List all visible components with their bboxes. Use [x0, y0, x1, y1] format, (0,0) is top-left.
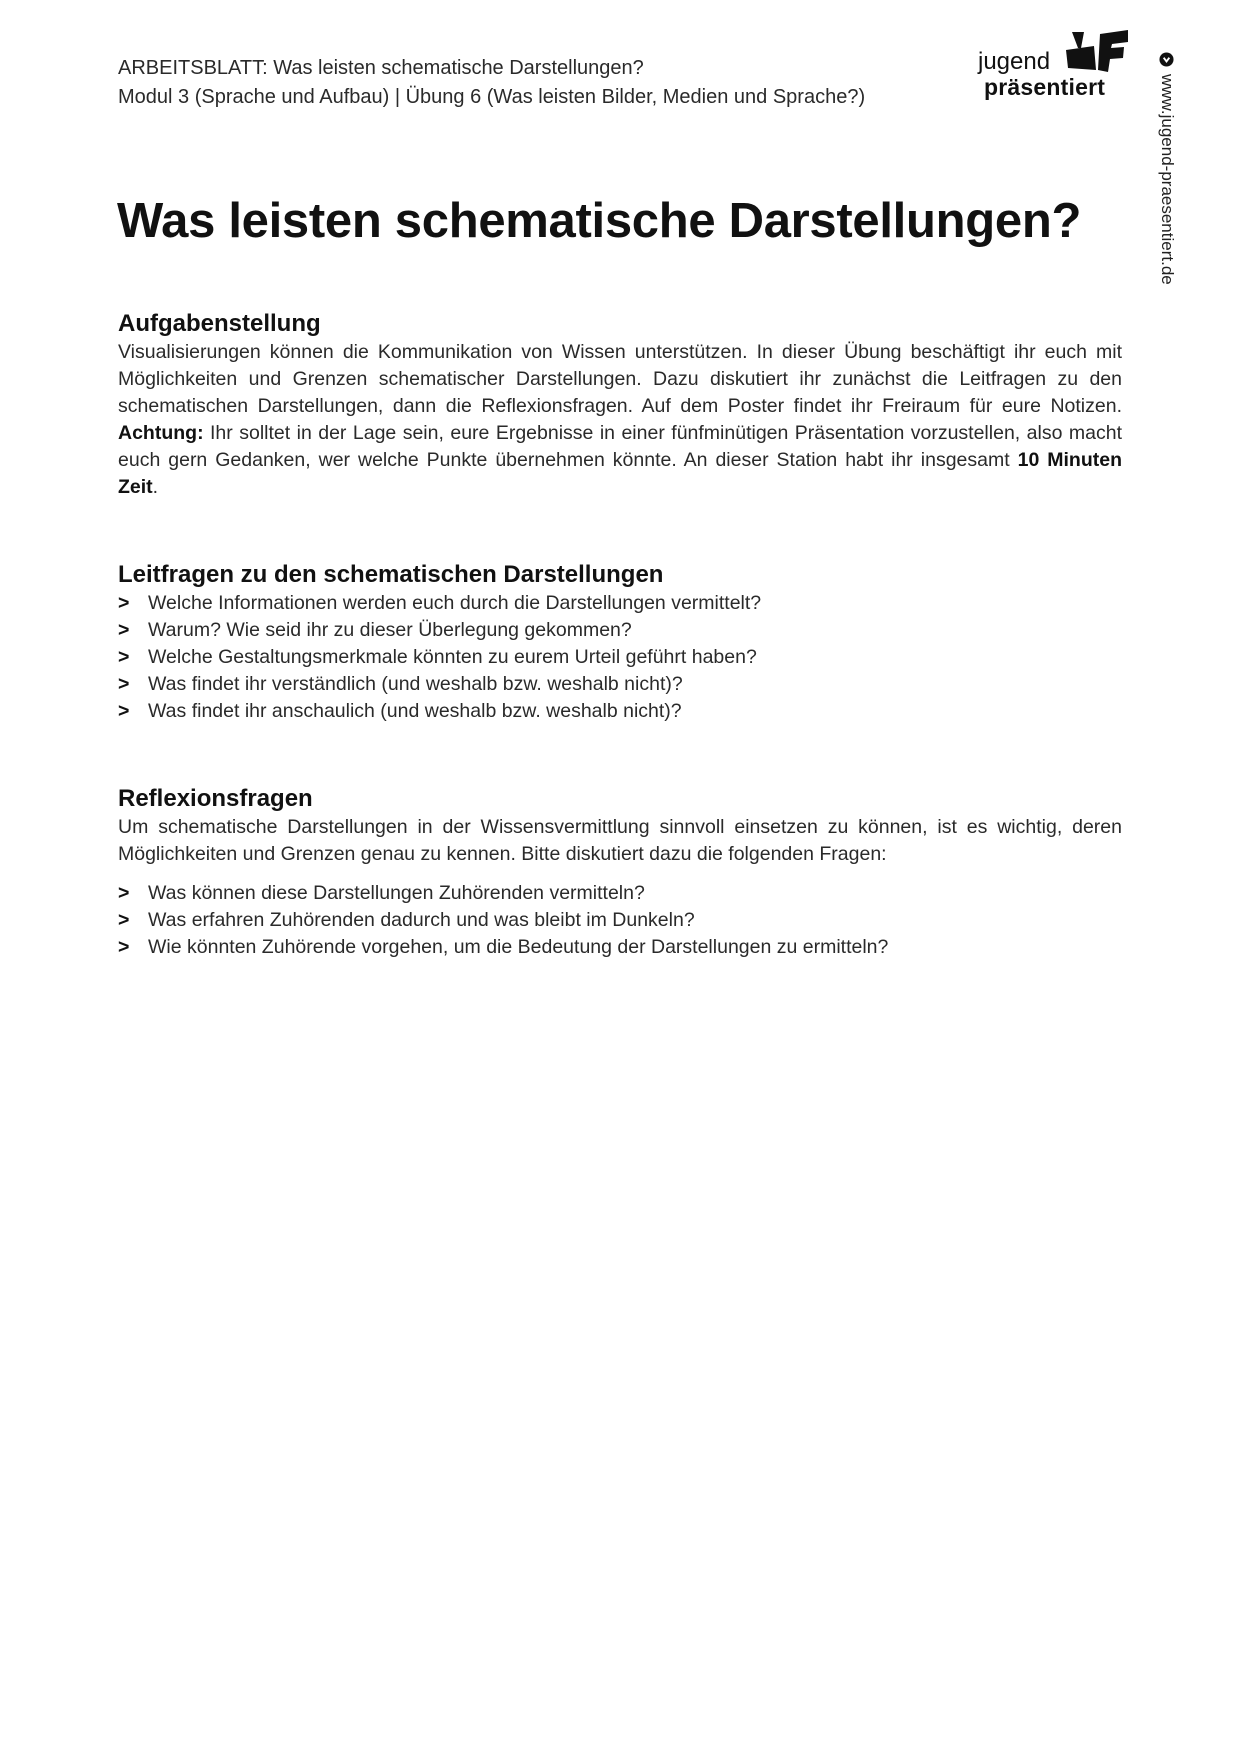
leitfragen-list — [118, 590, 1122, 725]
list-item-text: Was findet ihr verständlich (und weshalb bzw. weshalb nicht)? — [148, 673, 683, 695]
attention-label: Achtung: — [118, 422, 204, 444]
logo-word-jugend: jugend — [978, 48, 1051, 75]
section-heading-leitfragen: Leitfragen zu den schematischen Darstellungen — [118, 561, 664, 588]
list-item — [118, 880, 1122, 907]
list-item — [118, 644, 1122, 671]
reflexion-list — [118, 880, 1122, 961]
list-item — [118, 590, 1122, 617]
list-item — [118, 907, 1122, 934]
logo-word-praesentiert: präsentiert — [984, 74, 1106, 100]
bullet-arrow-icon: > — [118, 673, 130, 695]
time-limit: 10 Minuten Zeit — [118, 449, 1122, 498]
side-url — [1152, 52, 1182, 285]
page-title: Was leisten schematische Darstellungen? — [117, 194, 1082, 248]
reflexion-intro: Um schematische Darstellungen in der Wissensvermittlung sinnvoll einsetzen zu können, ist es wichtig, deren Möglichkeiten und Grenzen genau zu kennen. Bitte diskutiert dazu die folgenden Fragen: — [118, 816, 1122, 865]
list-item-text: Was können diese Darstellungen Zuhörenden vermitteln? — [148, 882, 645, 904]
list-item — [118, 698, 1122, 725]
section-leitfragen — [118, 560, 1122, 725]
side-url-text: www.jugend-praesentiert.de — [1158, 74, 1177, 285]
header-line-2: Modul 3 (Sprache und Aufbau) | Übung 6 (Was leisten Bilder, Medien und Sprache?) — [118, 86, 866, 108]
document-header — [118, 54, 865, 112]
bullet-arrow-icon: > — [118, 700, 130, 722]
bullet-arrow-icon: > — [118, 646, 130, 668]
section-heading-reflexionsfragen: Reflexionsfragen — [118, 785, 313, 812]
jugend-praesentiert-logo — [972, 30, 1132, 102]
list-item-text: Was findet ihr anschaulich (und weshalb bzw. weshalb nicht)? — [148, 700, 682, 722]
header-line-1: ARBEITSBLATT: Was leisten schematische Darstellungen? — [118, 57, 644, 79]
list-item — [118, 934, 1122, 961]
list-item-text: Was erfahren Zuhörenden dadurch und was bleibt im Dunkeln? — [148, 909, 695, 931]
bullet-arrow-icon: > — [118, 909, 130, 931]
aufgabe-text — [118, 339, 1122, 501]
list-item — [118, 671, 1122, 698]
section-aufgabenstellung — [118, 309, 1122, 501]
aufgabe-text-2: Ihr solltet in der Lage sein, eure Ergebnisse in einer fünfminütigen Präsentation vorzustellen, also macht euch gern Gedanken, wer welche Punkte übernehmen könnte. An dieser Station habt ihr insgesamt — [118, 422, 1122, 471]
aufgabe-text-end: . — [152, 476, 159, 498]
list-item-text: Welche Gestaltungsmerkmale könnten zu eurem Urteil geführt haben? — [148, 646, 757, 668]
bullet-arrow-icon: > — [118, 592, 130, 614]
bullet-arrow-icon: > — [118, 936, 130, 958]
bullet-arrow-icon: > — [118, 882, 130, 904]
aufgabe-text-1: Visualisierungen können die Kommunikation von Wissen unterstützen. In dieser Übung beschäftigt ihr euch mit Möglichkeiten und Grenzen schematischer Darstellungen. Dazu diskutiert ihr zunächst die Leitfragen zu den schematischen Darstellungen, dann die Reflexionsfragen. Auf dem Poster findet ihr Freiraum für eure Notizen. — [118, 341, 1122, 417]
list-item-text: Welche Informationen werden euch durch die Darstellungen vermittelt? — [148, 592, 762, 614]
list-item — [118, 617, 1122, 644]
list-item-text: Wie könnten Zuhörende vorgehen, um die Bedeutung der Darstellungen zu ermitteln? — [148, 936, 889, 958]
section-heading-aufgabenstellung: Aufgabenstellung — [118, 310, 321, 337]
logo-mark-icon — [1064, 30, 1130, 74]
arrow-circle-icon — [1159, 52, 1174, 67]
list-item-text: Warum? Wie seid ihr zu dieser Überlegung gekommen? — [148, 619, 632, 641]
bullet-arrow-icon: > — [118, 619, 130, 641]
section-reflexionsfragen — [118, 784, 1122, 961]
